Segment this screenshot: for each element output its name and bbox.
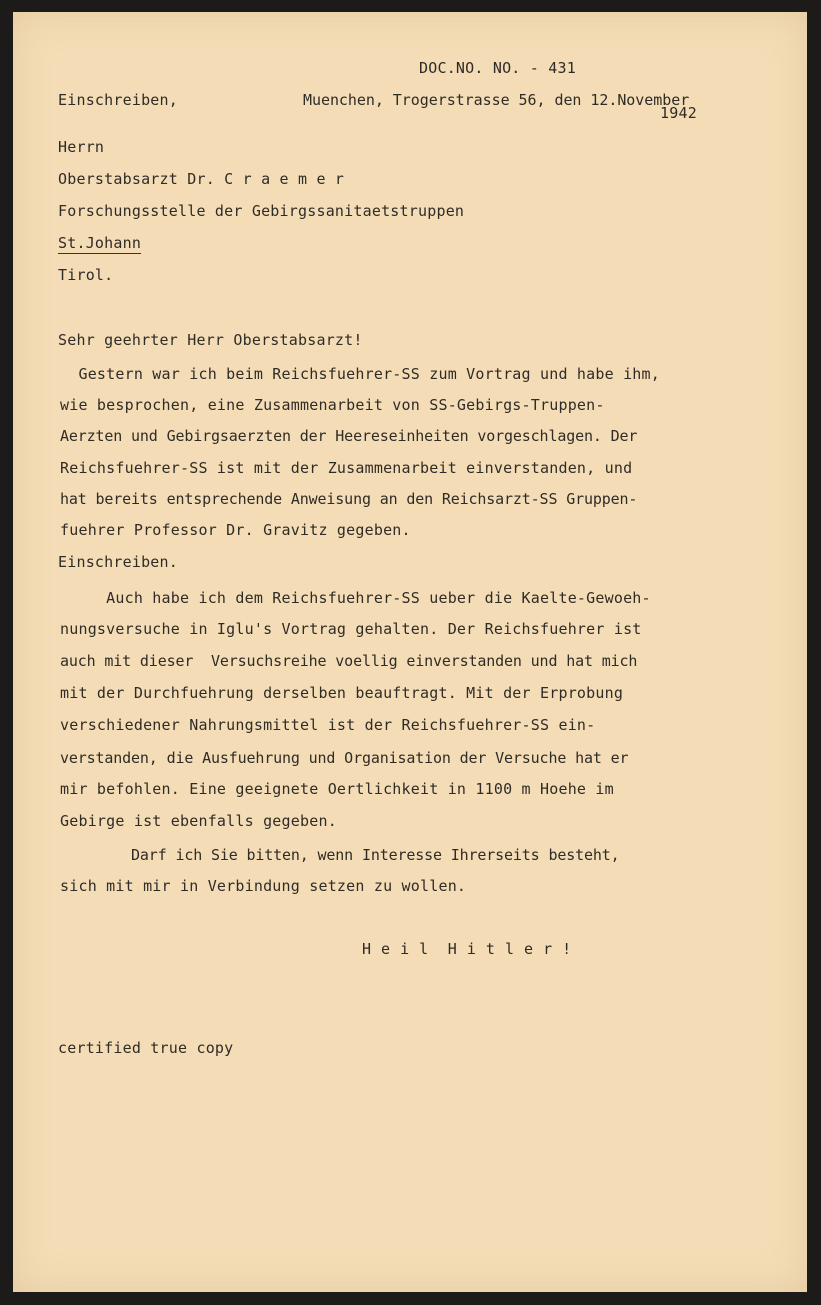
body-line: nungsversuche in Iglu's Vortrag gehalten. Der Reichsfuehrer ist xyxy=(60,620,642,638)
place-and-date: Muenchen, Trogerstrasse 56, den 12.November xyxy=(303,91,690,109)
body-line: verstanden, die Ausfuehrung und Organisation der Versuche hat er xyxy=(60,749,629,767)
body-line: Darf ich Sie bitten, wenn Interesse Ihrerseits besteht, xyxy=(60,846,620,864)
recipient-city: St.Johann xyxy=(58,234,142,252)
body-line: mir befohlen. Eine geeignete Oertlichkeit in 1100 m Hoehe im xyxy=(60,780,614,798)
body-line: wie besprochen, eine Zusammenarbeit von SS-Gebirgs-Truppen- xyxy=(60,396,605,414)
body-line: Gebirge ist ebenfalls gegeben. xyxy=(60,812,337,830)
registered-mail-label: Einschreiben, xyxy=(58,91,178,109)
body-line: hat bereits entsprechende Anweisung an den Reichsarzt-SS Gruppen- xyxy=(60,490,638,508)
body-line: Reichsfuehrer-SS ist mit der Zusammenarbeit einverstanden, und xyxy=(60,459,633,477)
doc-number: DOC.NO. NO. - 431 xyxy=(419,59,576,77)
recipient-region: Tirol. xyxy=(58,266,114,284)
body-line: mit der Durchfuehrung derselben beauftragt. Mit der Erprobung xyxy=(60,684,624,702)
body-line: Gestern war ich beim Reichsfuehrer-SS zum Vortrag und habe ihm, xyxy=(60,365,660,383)
body-line: verschiedener Nahrungsmittel ist der Reichsfuehrer-SS ein- xyxy=(60,716,596,734)
date-year: 1942 xyxy=(660,104,697,122)
greeting: Sehr geehrter Herr Oberstabsarzt! xyxy=(58,331,363,349)
body-line: auch mit dieser Versuchsreihe voellig einverstanden und hat mich xyxy=(60,652,638,670)
recipient-name: Oberstabsarzt Dr. C r a e m e r xyxy=(58,170,345,188)
body-line: Einschreiben. xyxy=(58,553,178,571)
closing: H e i l H i t l e r ! xyxy=(362,940,572,958)
recipient-institution: Forschungsstelle der Gebirgssanitaetstruppen xyxy=(58,202,465,220)
certification-note: certified true copy xyxy=(58,1039,234,1057)
body-line: sich mit mir in Verbindung setzen zu wollen. xyxy=(60,877,467,895)
body-line: Aerzten und Gebirgsaerzten der Heereseinheiten vorgeschlagen. Der xyxy=(60,427,638,445)
recipient-salutation: Herrn xyxy=(58,138,105,156)
body-line: Auch habe ich dem Reichsfuehrer-SS ueber die Kaelte-Gewoeh- xyxy=(60,589,651,607)
body-line: fuehrer Professor Dr. Gravitz gegeben. xyxy=(60,521,411,539)
